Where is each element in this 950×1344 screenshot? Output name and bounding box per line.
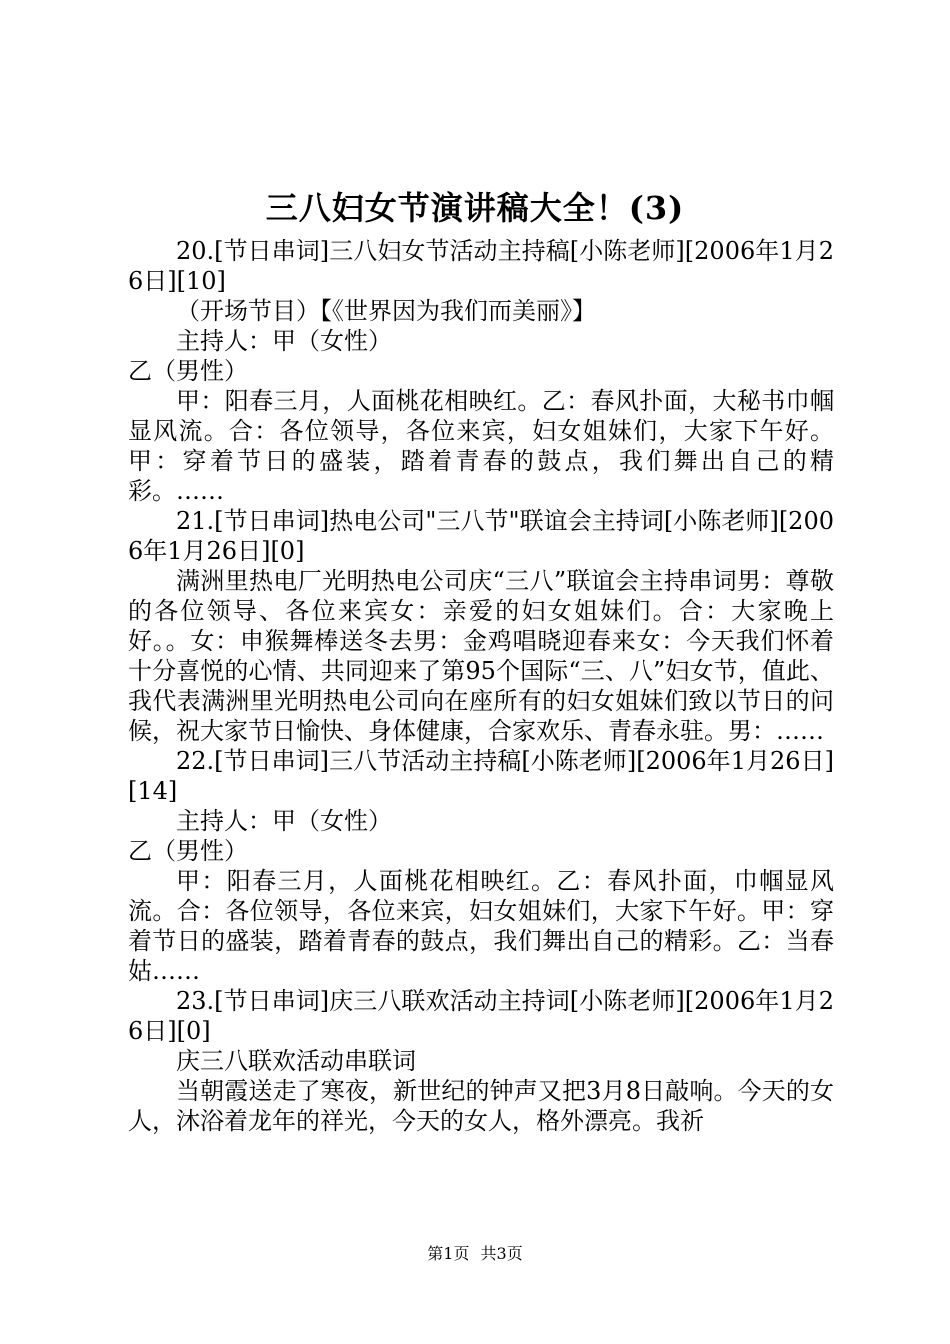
document-title: 三八妇女节演讲稿大全！(3) [265, 189, 685, 227]
paragraph: 庆三八联欢活动串联词 [176, 1047, 416, 1075]
page-total: 共3页 [480, 1244, 523, 1263]
paragraph: 甲：阳春三月，人面桃花相映红。乙：春风扑面，巾帼显风流。合：各位领导，各位来宾，妇女姐妹们，大家下午好。甲：穿着节日的盛装，踏着青春的鼓点，我们舞出自己的精彩。乙：当春姑…… [128, 867, 834, 985]
page-number: 第1页 [427, 1244, 470, 1263]
paragraph: 23.[节日串词]庆三八联欢活动主持词[小陈老师][2006年1月26日][0] [128, 987, 834, 1045]
paragraph: 主持人：甲（女性） [176, 807, 392, 835]
paragraph: 满洲里热电厂光明热电公司庆“三八”联谊会主持串词男：尊敬的各位领导、各位来宾女：亲爱的妇女姐妹们。合：大家晚上好。。女：申猴舞棒送冬去男：金鸡唱晓迎春来女：今天我们怀着十分喜悦的心情、共同迎来了第95个国际“三、八”妇女节，值此、我代表满洲里光明热电公司向在座所有的妇女姐妹们致以节日的问候，祝大家节日愉快、身体健康，合家欢乐、青春永驻。男：…… [128, 567, 834, 745]
paragraph: 乙（男性） [128, 357, 248, 385]
paragraph: 主持人：甲（女性） [176, 327, 392, 355]
page-footer [0, 1244, 950, 1264]
paragraph: 21.[节日串词]热电公司"三八节"联谊会主持词[小陈老师][2006年1月26日][0] [128, 507, 834, 565]
paragraph: （开场节目）【《世界因为我们而美丽》】 [176, 297, 596, 325]
paragraph: 当朝霞送走了寒夜，新世纪的钟声又把3月8日敲响。今天的女人，沐浴着龙年的祥光，今天的女人，格外漂亮。我祈 [128, 1077, 834, 1135]
paragraph: 22.[节日串词]三八节活动主持稿[小陈老师][2006年1月26日][14] [128, 747, 834, 805]
paragraph: 乙（男性） [128, 837, 248, 865]
paragraph: 20.[节日串词]三八妇女节活动主持稿[小陈老师][2006年1月26日][10] [128, 237, 834, 295]
document-body [128, 236, 834, 1136]
paragraph: 甲：阳春三月，人面桃花相映红。乙：春风扑面，大秘书巾帼显风流。合：各位领导，各位来宾，妇女姐妹们，大家下午好。甲：穿着节日的盛装，踏着青春的鼓点，我们舞出自己的精彩。…… [128, 387, 834, 505]
